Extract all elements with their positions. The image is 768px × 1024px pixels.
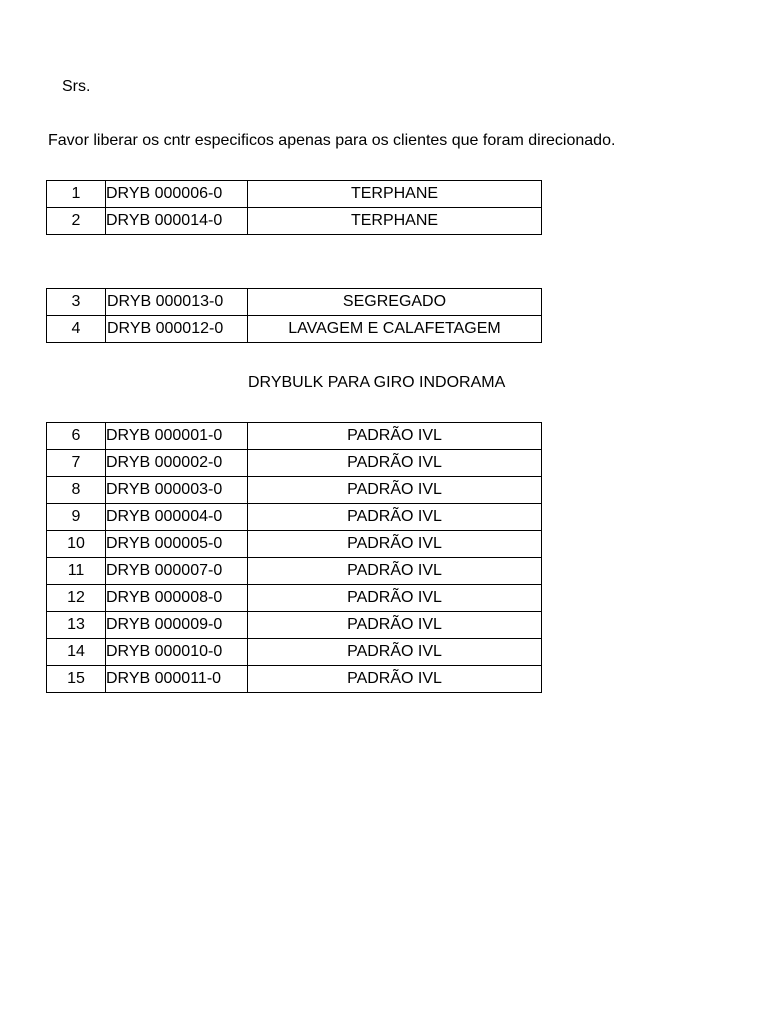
instruction-text: Favor liberar os cntr especificos apenas para os clientes que foram direcionado.	[48, 132, 616, 149]
table-row	[47, 558, 542, 585]
row-number: 13	[47, 612, 106, 639]
container-code: DRYB 000014-0	[106, 208, 248, 235]
container-destination: PADRÃO IVL	[248, 423, 542, 450]
container-destination: PADRÃO IVL	[248, 639, 542, 666]
container-destination: LAVAGEM E CALAFETAGEM	[248, 316, 542, 343]
container-code: DRYB 000004-0	[106, 504, 248, 531]
row-number: 11	[47, 558, 106, 585]
container-destination: PADRÃO IVL	[248, 450, 542, 477]
table-row	[47, 666, 542, 693]
row-number: 15	[47, 666, 106, 693]
container-destination: PADRÃO IVL	[248, 612, 542, 639]
row-number: 8	[47, 477, 106, 504]
container-code: DRYB 000003-0	[106, 477, 248, 504]
table-row	[47, 423, 542, 450]
container-code: DRYB 000010-0	[106, 639, 248, 666]
container-destination: PADRÃO IVL	[248, 504, 542, 531]
table-row	[47, 612, 542, 639]
container-code: DRYB 000006-0	[106, 181, 248, 208]
table-row	[47, 477, 542, 504]
row-number: 12	[47, 585, 106, 612]
row-number: 4	[47, 316, 106, 343]
container-code: DRYB 000001-0	[106, 423, 248, 450]
table-row	[47, 585, 542, 612]
container-code: DRYB 000005-0	[106, 531, 248, 558]
table-row	[47, 450, 542, 477]
table-row	[47, 316, 542, 343]
container-destination: PADRÃO IVL	[248, 558, 542, 585]
row-number: 9	[47, 504, 106, 531]
table-row	[47, 181, 542, 208]
row-number: 1	[47, 181, 106, 208]
table-row	[47, 531, 542, 558]
container-table-segregated	[46, 288, 542, 343]
table-row	[47, 504, 542, 531]
container-code: DRYB 000011-0	[106, 666, 248, 693]
container-destination: TERPHANE	[248, 208, 542, 235]
greeting-text: Srs.	[62, 78, 91, 95]
table-row	[47, 289, 542, 316]
container-destination: PADRÃO IVL	[248, 477, 542, 504]
section-title: DRYBULK PARA GIRO INDORAMA	[248, 374, 506, 391]
container-table-terphane	[46, 180, 542, 235]
table-row	[47, 208, 542, 235]
row-number: 14	[47, 639, 106, 666]
container-code: DRYB 000008-0	[106, 585, 248, 612]
container-code: DRYB 000007-0	[106, 558, 248, 585]
container-code: DRYB 000012-0	[106, 316, 248, 343]
container-destination: TERPHANE	[248, 181, 542, 208]
container-destination: PADRÃO IVL	[248, 585, 542, 612]
row-number: 10	[47, 531, 106, 558]
container-destination: PADRÃO IVL	[248, 531, 542, 558]
container-code: DRYB 000013-0	[106, 289, 248, 316]
row-number: 7	[47, 450, 106, 477]
row-number: 6	[47, 423, 106, 450]
row-number: 2	[47, 208, 106, 235]
row-number: 3	[47, 289, 106, 316]
container-destination: PADRÃO IVL	[248, 666, 542, 693]
container-table-indorama	[46, 422, 542, 693]
container-code: DRYB 000009-0	[106, 612, 248, 639]
table-row	[47, 639, 542, 666]
container-code: DRYB 000002-0	[106, 450, 248, 477]
container-destination: SEGREGADO	[248, 289, 542, 316]
